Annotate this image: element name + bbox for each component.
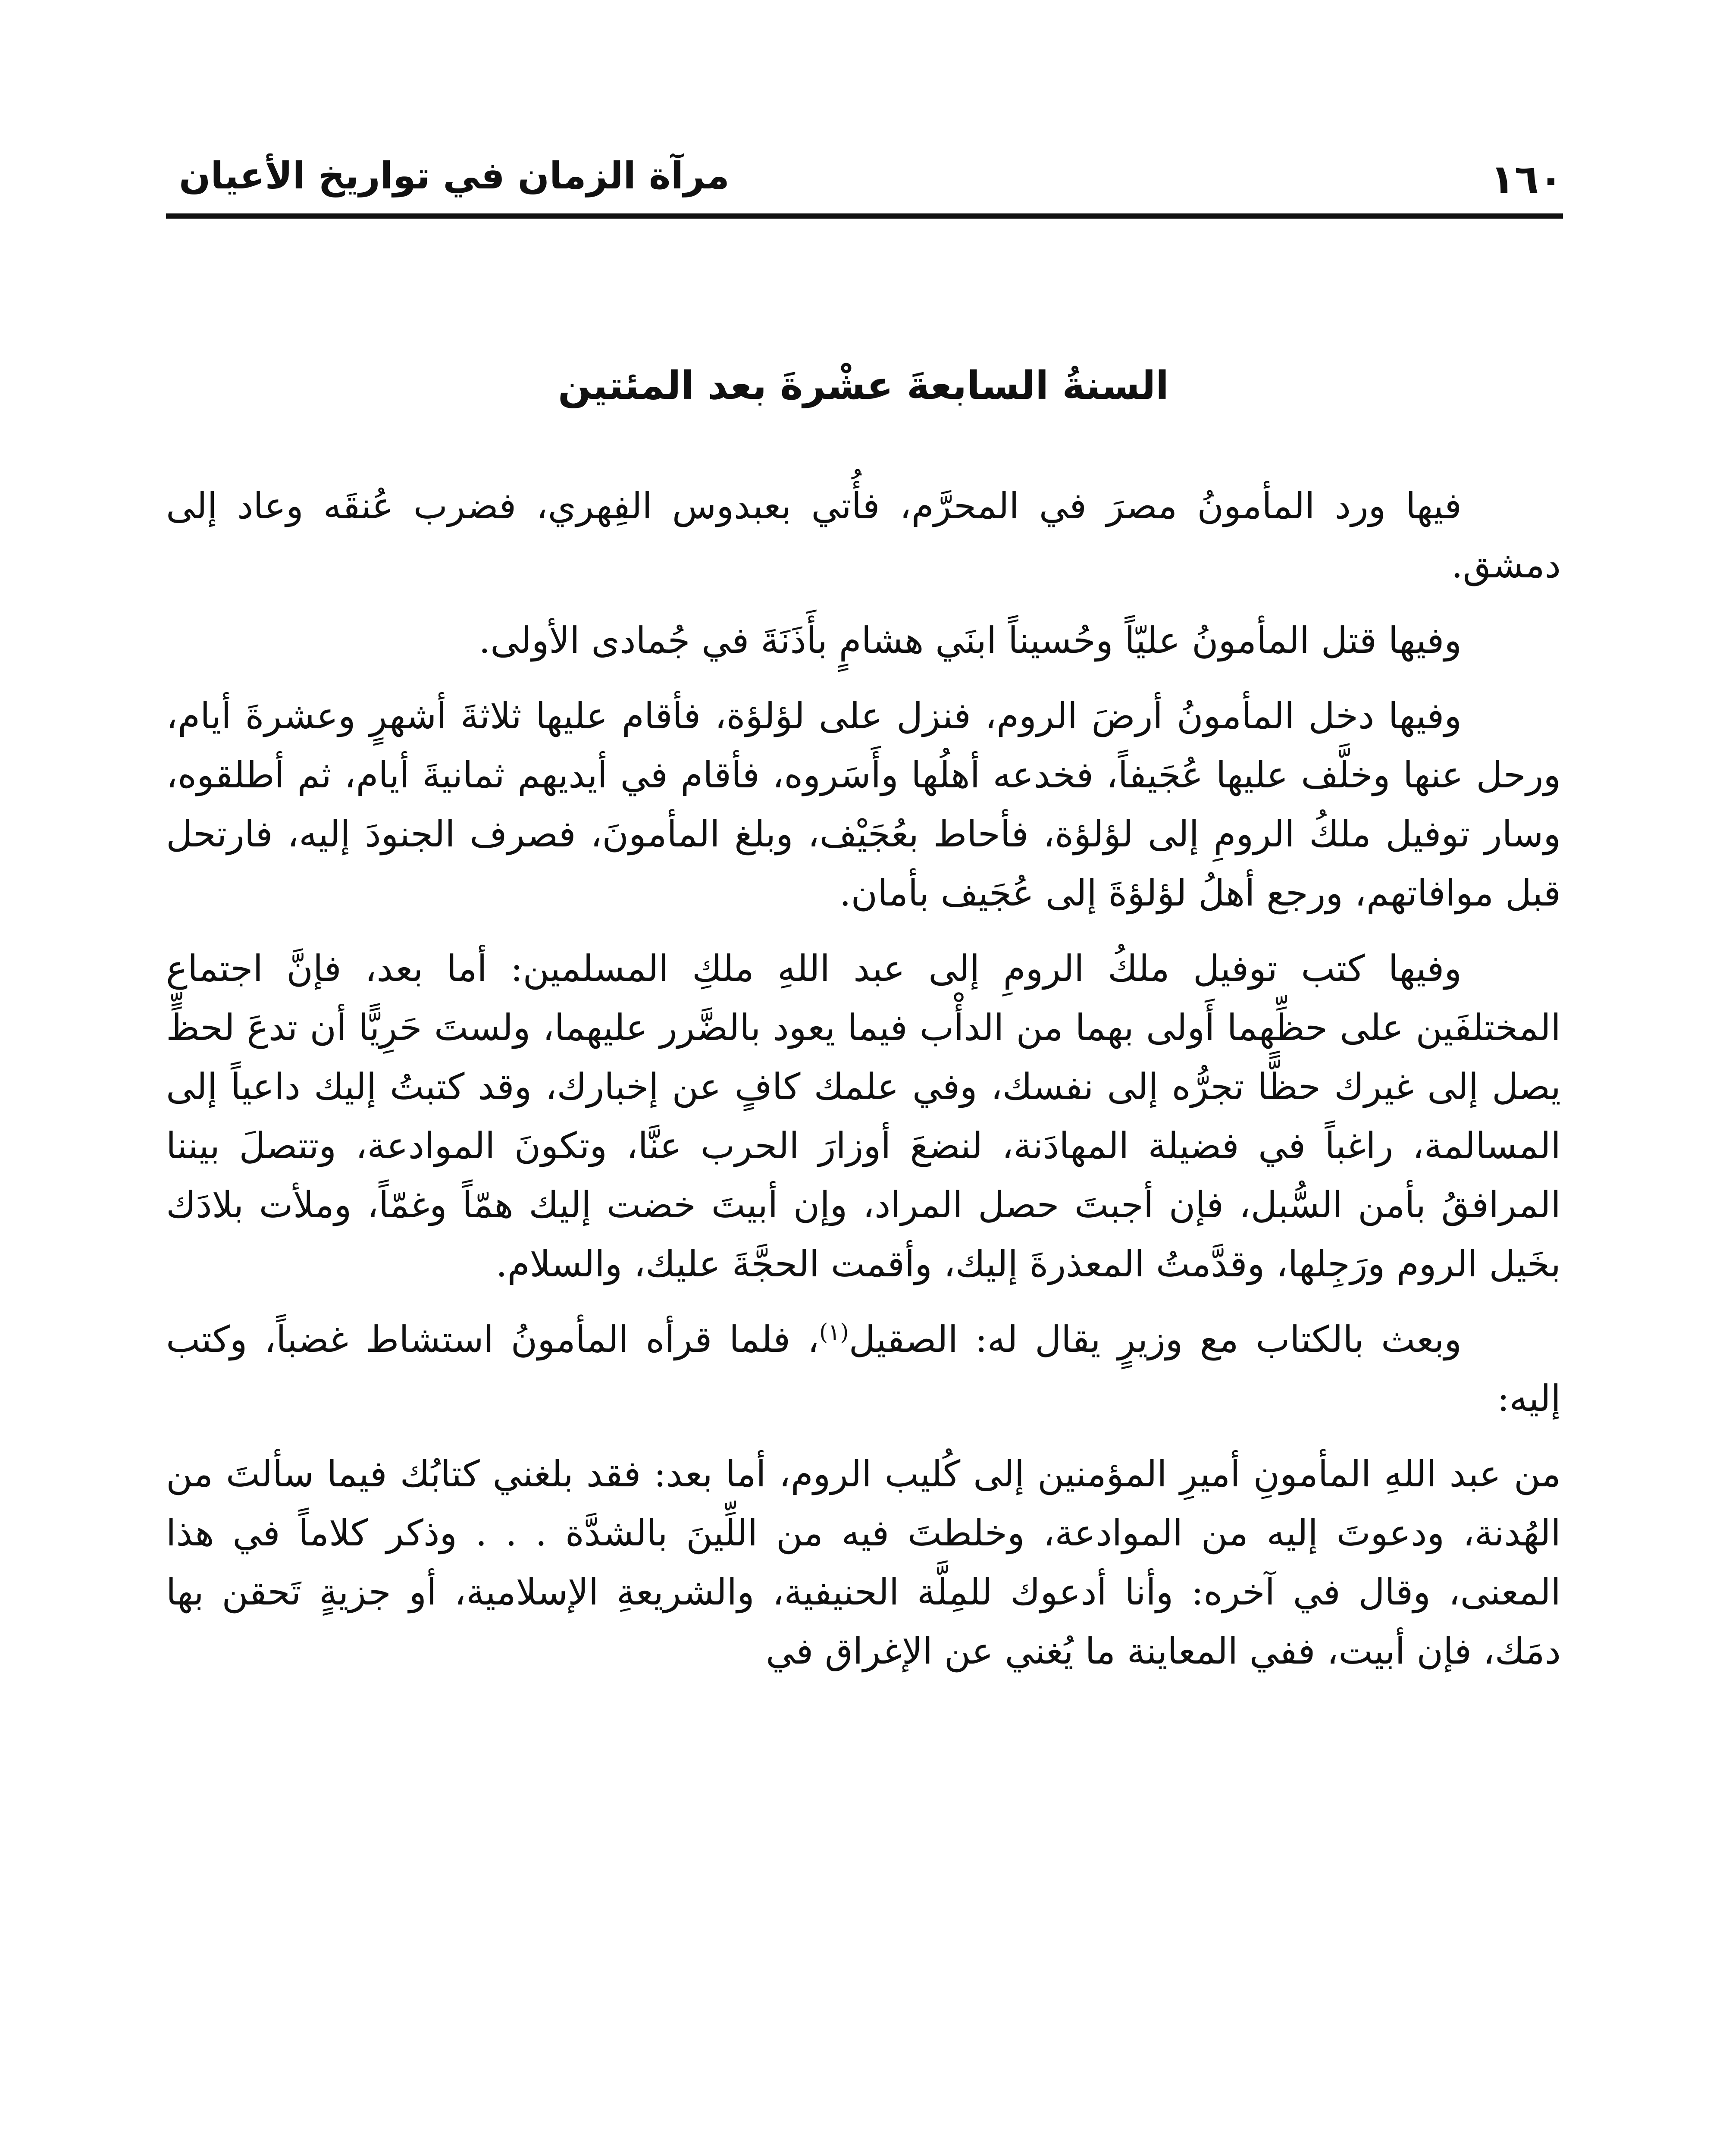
- envoy-text-end: ، فلما قرأه المأمونُ استشاط غضباً، وكتب إليه:: [166, 1318, 1561, 1420]
- paragraph-adana: وفيها قتل المأمونُ عليّاً وحُسيناً ابنَي هشامٍ بأَذَنَةَ في جُمادى الأولى.: [479, 619, 1462, 661]
- paragraph-envoy: [166, 1310, 1561, 1428]
- book-title: مرآة الزمان في تواريخ الأعيان: [179, 154, 730, 197]
- paragraph-mamun-reply: من عبد اللهِ المأمونِ أميرِ المؤمنين إلى كُليب الروم، أما بعد: فقد بلغني كتابُك فيما سألتَ من الهُدنة، ودعوتَ إليه من الموادعة، وخلطتَ فيه من اللِّينَ بالشدَّة . . . وذكر كلاماً في هذا المعنى، وقال في آخره: وأنا أدعوك للمِلَّة الحنيفية، والشريعةِ الإسلامية، أو جزيةٍ تَحقن بها دمَك، فإن أبيت، ففي المعاينة ما يُغني عن الإغراق في: [166, 1453, 1561, 1672]
- paragraph-theophilos-letter: وفيها كتب توفيل ملكُ الرومِ إلى عبد اللهِ ملكِ المسلمين: أما بعد، فإنَّ اجتماع المختلفَين على حظِّهما أَولى بهما من الدأْب فيما يعود بالضَّرر عليهما، ولستَ حَرِيًّا أن تدعَ لحظٍّ يصل إلى غيرك حظًّا تجرُّه إلى نفسك، وفي علمك كافٍ عن إخبارك، وقد كتبتُ إليك داعياً إلى المسالمة، راغباً في فضيلة المهادَنة، لنضعَ أوزارَ الحرب عنَّا، وتكونَ الموادعة، وتتصلَ بيننا المرافقُ بأمن السُّبل، فإن أجبتَ حصل المراد، وإن أبيتَ خضت إليك همّاً وغمّاً، وملأت بلادَك بخَيل الروم ورَجِلها، وقدَّمتُ المعذرةَ إليك، وأقمت الحجَّةَ عليك، والسلام.: [166, 947, 1561, 1285]
- body-text: [166, 363, 1561, 1697]
- paragraph-lulua: وفيها دخل المأمونُ أرضَ الروم، فنزل على لؤلؤة، فأقام عليها ثلاثةَ أشهرٍ وعشرةَ أيام، ورحل عنها وخلَّف عليها عُجَيفاً، فخدعه أهلُها وأَسَروه، فأقام في أيديهم ثمانيةَ أيام، ثم أطلقوه، وسار توفيل ملكُ الرومِ إلى لؤلؤة، فأحاط بعُجَيْف، وبلغ المأمونَ، فصرف الجنودَ إليه، فارتحل قبل موافاتهم، ورجع أهلُ لؤلؤةَ إلى عُجَيف بأمان.: [166, 695, 1561, 914]
- envoy-text-start: وبعث بالكتاب مع وزيرٍ يقال له: الصقيل: [849, 1318, 1462, 1360]
- chapter-heading: السنةُ السابعةَ عشْرةَ بعد المئتين: [558, 363, 1169, 408]
- header-rule: [166, 213, 1563, 219]
- paragraph-egypt: فيها ورد المأمونُ مصرَ في المحرَّم، فأُتي بعبدوس الفِهري، فضرب عُنقَه وعاد إلى دمشق.: [166, 485, 1561, 586]
- footnote-reference: (١): [819, 1319, 849, 1345]
- page-number: ١٦٠: [1490, 156, 1563, 202]
- running-header: [166, 142, 1563, 216]
